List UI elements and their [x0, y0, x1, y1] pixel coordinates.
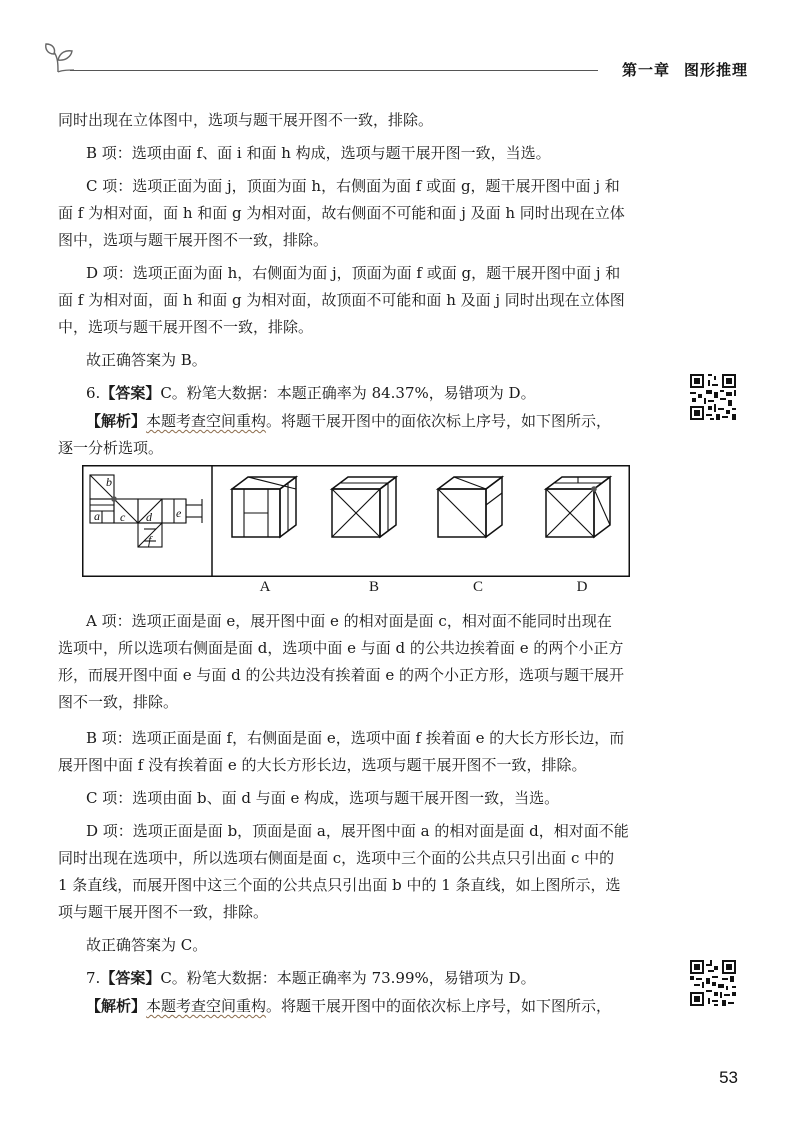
explanation-line: 展开图中面 f 没有挨着面 e 的大长方形长边，选项与题干展开图不一致，排除。: [58, 756, 587, 774]
q7-number: 7.: [86, 969, 101, 987]
analysis-tag: 【解析】: [86, 412, 147, 430]
chapter-heading: [622, 59, 748, 80]
q6-answer-text: C。粉笔大数据：本题正确率为 84.37%，易错项为 D。: [160, 384, 536, 402]
paragraph-line: 中，选项与题干展开图不一致，排除。: [58, 318, 314, 336]
figure-frame: [83, 466, 630, 577]
face-label-c: c: [120, 510, 126, 524]
paragraph-line: D 项：选项正面为面 h，右侧面为面 j，顶面为面 f 或面 g，题干展开图中面 j 和: [86, 264, 621, 282]
q6-analysis-line2: 逐一分析选项。: [58, 439, 164, 457]
option-label-b: B: [368, 579, 379, 595]
explanation-line: 故正确答案为 C。: [86, 936, 208, 954]
explanation-line: 选项中，所以选项右侧面是面 d，选项中面 e 与面 d 的公共边挨着面 e 的两个小正方: [58, 639, 624, 657]
explanation-line: C 项：选项由面 b、面 d 与面 e 构成，选项与题干展开图一致，当选。: [86, 789, 560, 807]
paragraph-line: 故正确答案为 B。: [86, 351, 207, 369]
explanation-line: B 项：选项正面是面 f，右侧面是面 e，选项中面 f 挨着面 e 的大长方形长边，而: [86, 729, 625, 747]
q7-analysis-line: [86, 996, 686, 1016]
chapter-number: 第一章: [621, 61, 670, 79]
chapter-title: 图形推理: [683, 61, 748, 79]
analysis-rest: 。将题干展开图中的面依次标上序号，如下图所示，: [266, 412, 612, 430]
explanation-line: A 项：选项正面是面 e，展开图中面 e 的相对面是面 c，相对面不能同时出现在: [86, 612, 612, 630]
explanation-line: 图不一致，排除。: [58, 693, 179, 711]
cube-option-c: [438, 477, 502, 537]
header-rule: [70, 70, 598, 71]
q6-analysis-line: [86, 411, 686, 431]
explanation-line: D 项：选项正面是面 b，顶面是面 a，展开图中面 a 的相对面是面 d，相对面不能: [86, 822, 629, 840]
answer-tag: 【答案】: [100, 384, 161, 402]
paragraph-line: 图中，选项与题干展开图不一致，排除。: [58, 231, 329, 249]
face-label-d: d: [146, 510, 152, 524]
page-number: 53: [719, 1068, 738, 1087]
option-label-c: C: [472, 579, 483, 595]
cube-option-d: [546, 477, 610, 537]
q6-number: 6.: [86, 384, 101, 402]
face-label-a: a: [94, 509, 100, 523]
qr-code-icon: [688, 958, 738, 1008]
q6-figure: [82, 465, 630, 577]
option-label-a: A: [259, 579, 271, 595]
analysis-rest: 。将题干展开图中的面依次标上序号，如下图所示，: [266, 997, 612, 1015]
explanation-line: 项与题干展开图不一致，排除。: [58, 903, 269, 921]
q7-answer-line: [86, 968, 686, 988]
paragraph-line: 同时出现在立体图中，选项与题干展开图不一致，排除。: [58, 111, 434, 129]
analysis-underlined: 本题考查空间重构: [146, 412, 267, 430]
q7-answer-text: C。粉笔大数据：本题正确率为 73.99%，易错项为 D。: [160, 969, 536, 987]
face-label-f: f: [148, 533, 152, 547]
analysis-tag: 【解析】: [86, 997, 147, 1015]
paragraph-line: 面 f 为相对面，面 h 和面 g 为相对面，故右侧面不可能和面 j 及面 h 同时出现在立体: [58, 204, 625, 222]
paragraph-line: C 项：选项正面为面 j，顶面为面 h，右侧面为面 f 或面 g，题干展开图中面 j 和: [86, 177, 620, 195]
qr-code-icon: [688, 372, 738, 422]
explanation-line: 1 条直线，而展开图中这三个面的公共点只引出面 b 中的 1 条直线，如上图所示，选: [58, 876, 621, 894]
explanation-line: 同时出现在选项中，所以选项右侧面是面 c，选项中三个面的公共点只引出面 c 中的: [58, 849, 615, 867]
paragraph-line: B 项：选项由面 f、面 i 和面 h 构成，选项与题干展开图一致，当选。: [86, 144, 551, 162]
cube-option-a: [232, 477, 296, 537]
face-label-e: e: [176, 506, 182, 520]
answer-tag: 【答案】: [100, 969, 161, 987]
explanation-line: 形，而展开图中面 e 与面 d 的公共边没有挨着面 e 的两个小正方形，选项与题干展开: [58, 666, 624, 684]
q6-answer-line: [86, 383, 686, 403]
option-label-d: D: [576, 579, 588, 595]
net-vertex-dot: [111, 496, 117, 502]
face-label-b: b: [106, 475, 112, 489]
cube-option-b: [332, 477, 396, 537]
paragraph-line: 面 f 为相对面，面 h 和面 g 为相对面，故顶面不可能和面 h 及面 j 同时出现在立体图: [58, 291, 625, 309]
analysis-underlined: 本题考查空间重构: [146, 997, 267, 1015]
cube-vertex-dot: [591, 486, 597, 492]
